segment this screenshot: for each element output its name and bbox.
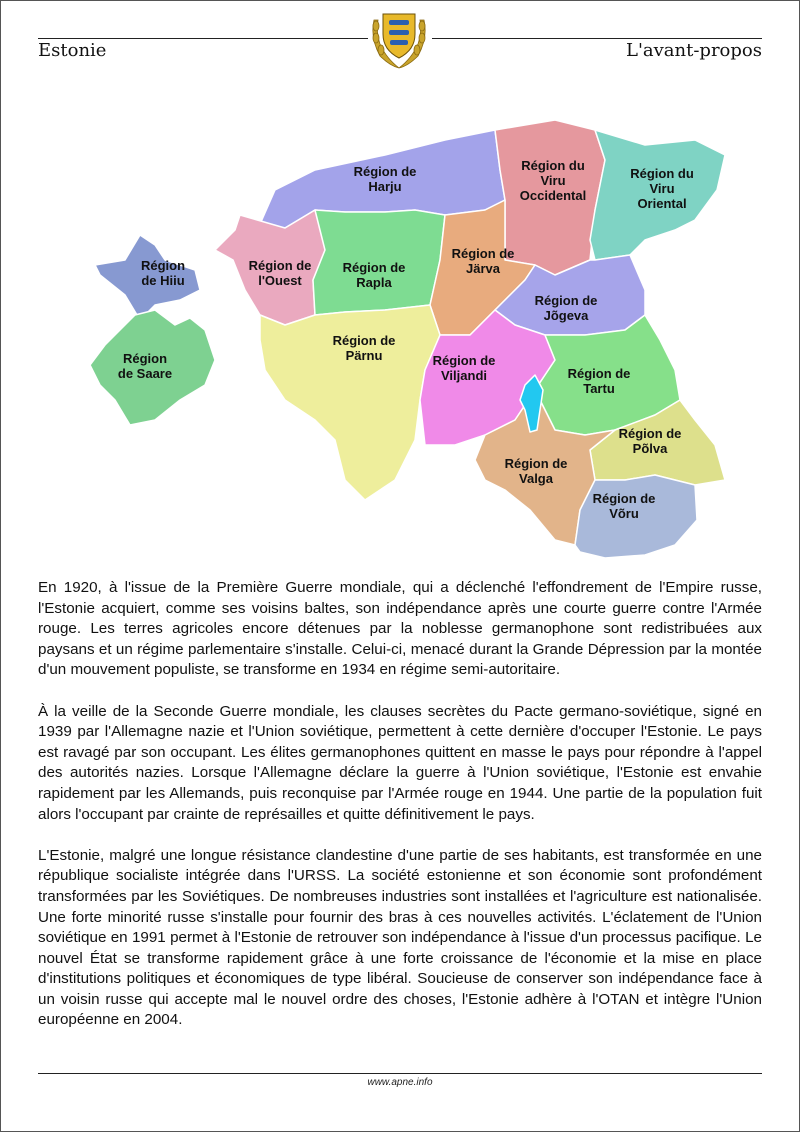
region-label-line: Région du [521,158,585,173]
region-label-saare [118,351,172,381]
region-label-line: Région de [248,258,312,273]
region-label-line: Région de [592,491,656,506]
region-label-line: Occidental [519,188,587,203]
region-label-line: Tartu [583,381,615,396]
region-label-line: Rapla [356,275,392,290]
region-label-line: Région de [504,456,568,471]
footer-url[interactable]: www.apne.info [367,1077,433,1088]
region-label-line: l'Ouest [258,273,302,288]
region-label-line: Région de [618,426,682,441]
region-label-jogeva [535,293,598,323]
region-label-line: Région de [342,260,406,275]
region-label-line: Valga [519,471,553,486]
region-label-line: Viru [649,181,675,196]
region-label-line: Järva [466,261,500,276]
region-label-line: de Saare [117,366,173,381]
region-label-line: de Hiiu [141,273,185,288]
region-label-line: Põlva [632,441,668,456]
region-label-line: Viljandi [441,368,487,383]
region-label-hiiu [141,258,185,288]
region-label-line: Pärnu [345,348,383,363]
header-right-title: L'avant-propos [625,40,762,61]
region-label-line: Région du [630,166,694,181]
region-label-line: Région de [432,353,496,368]
region-label-viljandi [433,353,496,383]
paragraph-2: À la veille de la Seconde Guerre mondiale, les clauses secrètes du Pacte germano-soviétique, signé en 1939 par l'Allemagne nazie et l'Union soviétique, permettent à cette dernière d'occuper l'Estonie. Le pays est ravagé par son occupant. Les élites germanophones quittent en masse le pays pour répondre à l'appel des autorités nazies. Lorsque l'Allemagne déclare la guerre à l'Union soviétique, l'Estonie est envahie rapidement par les Allemands, puis reconquise par l'Armée rouge en 1944. Une partie de la population fuit alors l'occupant par crainte de représailles et quitte définitivement le pays. [38,702,762,823]
region-label-line: Oriental [637,196,687,211]
region-label-line: Région de [534,293,598,308]
region-label-line: Harju [368,179,402,194]
coat-of-arms-icon [370,8,428,70]
header-left-title: Estonie [38,40,107,61]
region-label-line: Région de [353,164,417,179]
region-label-line: Région [140,258,186,273]
region-label-line: Région de [567,366,631,381]
header-rule-right [432,38,762,39]
region-label-line: Région [122,351,168,366]
body-text [38,578,762,1052]
region-label-line: Région de [332,333,396,348]
region-label-line: Võru [609,506,639,521]
paragraph-3: L'Estonie, malgré une longue résistance clandestine d'une partie de ses habitants, est transformée en une république socialiste intégrée dans l'URSS. La société estonienne et son économie sont profondément transformées par les Soviétiques. De nombreuses industries sont installées et l'agriculture est nationalisée. Une forte minorité russe s'installe pour fournir des bras à ces nouvelles activités. L'éclatement de l'Union soviétique en 1991 permet à l'Estonie de retrouver son indépendance à l'issue d'un processus pacifique. Le nouvel État se transforme rapidement grâce à une forte croissance de l'économie et la mise en place d'institutions politiques et économiques de type libéral. Soucieuse de conserver son indépendance face à un voisin russe qui accepte mal le nouvel ordre des choses, l'Estonie adhère à l'OTAN et intègre l'Union européenne en 2004. [38,846,762,1029]
region-label-line: Viru [540,173,566,188]
paragraph-1: En 1920, à l'issue de la Première Guerre mondiale, qui a déclenché l'effondrement de l'Empire russe, l'Estonie acquiert, comme ses voisins baltes, son indépendance après une courte guerre contre l'Armée rouge. Les terres agricoles encore détenues par la noblesse germanophone sont redistribuées aux paysans et un régime parlementaire s'installe. Celui-ci, menacé durant la Grande Dépression par la montée d'un mouvement populiste, se transforme en 1934 en régime semi-autoritaire. [38,579,762,679]
region-label-line: Jõgeva [543,308,589,323]
region-label-line: Région de [451,246,515,261]
footer-rule [38,1073,762,1074]
estonia-regions-map [85,100,745,570]
header-rule-left [38,38,368,39]
